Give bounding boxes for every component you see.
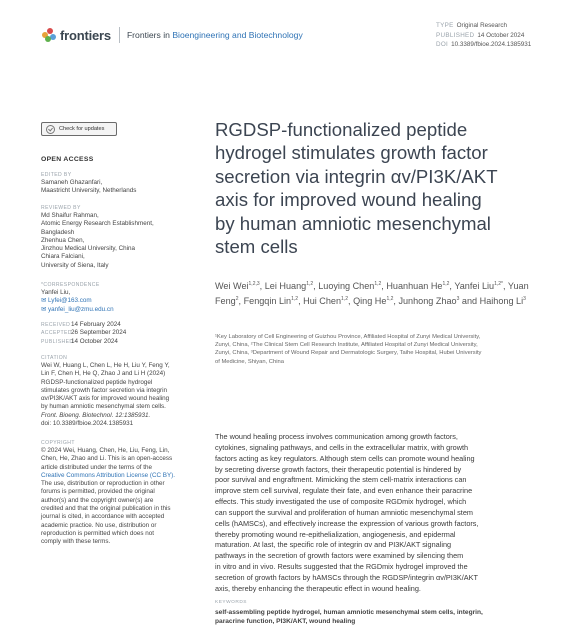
author[interactable]: Huanhuan He$^{1,2}$ (386, 280, 450, 291)
email-link-1[interactable]: ✉ Lyfei@163.com (41, 297, 92, 305)
dates-section: RECEIVED14 February 2024 ACCEPTED26 September 2024 PUBLISHED14 October 2024 (41, 321, 127, 345)
check-updates-icon (46, 125, 55, 134)
license-link[interactable]: Creative Commons Attribution License (CC BY). (41, 471, 176, 479)
published-date: 14 October 2024 (71, 337, 118, 345)
doi-link[interactable]: 10.3389/fbioe.2024.1385931 (451, 41, 532, 49)
author[interactable]: Hui Chen$^{1,2}$ (303, 296, 348, 307)
frontiers-logo-icon (42, 28, 56, 42)
article-meta: TYPE Original Research PUBLISHED 14 October 2024 DOI 10.3389/fbioe.2024.1385931 (436, 22, 532, 49)
edited-by-section: EDITED BY Samaneh Ghazanfari, Maastricht University, Netherlands (41, 172, 137, 195)
author[interactable]: Yuan Feng$^2$ (215, 281, 529, 307)
frontiers-logo[interactable] (42, 27, 303, 43)
header-divider (119, 27, 120, 43)
keywords-heading: KEYWORDS (215, 600, 247, 605)
copyright-section: COPYRIGHT © 2024 Wei, Huang, Chen, He, Liu, Feng, Lin, Chen, He, Zhao and Li. This is an open-access article distributed under the terms of the Creative Commons Attribution License (CC BY). The use, distribution or reproduction in other forums is permitted, provided the original author(s) and the copyright owner(s) are credited and that the original publication in this journal is cited, in accordance with accepted academic practice. No use, distribution or reproduction is permitted which does not comply with these terms. (41, 439, 206, 547)
accepted-date: 26 September 2024 (71, 329, 127, 337)
author[interactable]: Wei Wei$^{1,2,3}$ (215, 280, 260, 291)
article-title: RGDSP-functionalized peptide hydrogel stimulates growth factor secretion via integrin αv/PI3K/AKT axis for improved wound healing by human amniotic mesenchymal stem cells (215, 119, 498, 258)
author-list: Wei Wei$^{1,2,3}$, Lei Huang$^{1,2}$, Luoying Chen$^{1,2}$, Huanhuan He$^{1,2}$, Yanfei Liu$^{1,2*}$, Yuan Feng$^2$, Fengqin Lin$^{1,2}$, Hui Chen$^{1,2}$, Qing He$^{1,2}$, Junhong Zhao$^3$ and Haihong Li$^3$ (215, 280, 529, 307)
author[interactable]: Haihong Li$^3$ (479, 296, 526, 307)
article-type: Original Research (456, 22, 508, 29)
citation-section: CITATION Wei W, Huang L, Chen L, He H, Liu Y, Feng Y, Lin F, Chen H, He Q, Zhao J and Li H (2024) RGDSP-functionalized peptide hydrogel stimulates growth factor secretion via integrin αv/PI3K/AKT axis for improved wound healing by human amniotic mesenchymal stem cells. Front. Bioeng. Biotechnol. 12:1385931. doi: 10.3389/fbioe.2024.1385931 (41, 355, 170, 428)
email-link-2[interactable]: ✉ yanfei_liu@zmu.edu.cn (41, 305, 114, 313)
check-for-updates-button[interactable]: Check for updates (41, 122, 117, 136)
author[interactable]: Lei Huang$^{1,2}$ (264, 280, 314, 291)
publish-date: 14 October 2024 (477, 31, 525, 39)
abstract: The wound healing process involves communication among growth factors, cytokines, signaling pathways, and cells in the extracellular matrix, with growth factors acting as key regulators. Although stem cells can promote wound healing by secreting diverse growth factors, their therapeutic potential is hindered by poor survival and engraftment. Mimicking the stem cell-matrix interactions can improve stem cell survival, regulate their fate, and even enhance their paracrine effects. This study investigated the use of composite RGDmix hydrogel, which can support the survival and proliferation of human amniotic mesenchymal stem cells (hAMSCs), and effectively increase the expression of various growth factors, thereby promoting wound re-epithelialization, angiogenesis, and epidermal maturation. At last, the specific role of integrin αv and PI3K/AKT signaling pathways in the secretion of growth factors were examined by silencing them in vitro and in vivo. Results suggested that the RGDmix hydrogel improved the secretion of growth factors by hAMSCs through the RGDSP/integrin αv/PI3K/AKT axis, thereby enhancing the therapeutic effect in wound healing. (215, 432, 479, 593)
author[interactable]: Junhong Zhao$^3$ (398, 296, 460, 307)
reviewed-by-section: REVIEWED BY Md Shaifur Rahman, Atomic Energy Research Establishment, Bangladesh Zhenhua Chen, Jinzhou Medical University, China Chiara Falciani, University of Siena, Italy (41, 205, 154, 269)
keywords: self-assembling peptide hydrogel, human amniotic mesenchymal stem cells, integrin, paracrine function, PI3K/AKT, wound healing (215, 609, 483, 626)
received-date: 14 February 2024 (71, 321, 121, 328)
journal-title[interactable]: Frontiers in Bioengineering and Biotechnology (126, 30, 303, 40)
author[interactable]: Yanfei Liu$^{1,2*}$ (454, 280, 503, 291)
open-access-label: OPEN ACCESS (41, 156, 94, 163)
brand-name: frontiers (60, 27, 111, 43)
author[interactable]: Fengqin Lin$^{1,2}$ (243, 296, 299, 307)
correspondence-section: *CORRESPONDENCE Yanfei Liu, ✉ Lyfei@163.com ✉ yanfei_liu@zmu.edu.cn (41, 281, 206, 314)
author[interactable]: Luoying Chen$^{1,2}$ (318, 280, 382, 291)
affiliations: ¹Key Laboratory of Cell Engineering of Guizhou Province, Affiliated Hospital of Zunyi Medical University, Zunyi, China, ²The Clinical Stem Cell Research Institute, Affiliated Hospital of Zunyi Medical University, Zunyi, China, ³Department of Wound Repair and Dermatologic Surgery, Taihe Hospital, Hubei University of Medicine, Shiyan, China (215, 334, 482, 365)
author[interactable]: Qing He$^{1,2}$ (353, 296, 394, 307)
